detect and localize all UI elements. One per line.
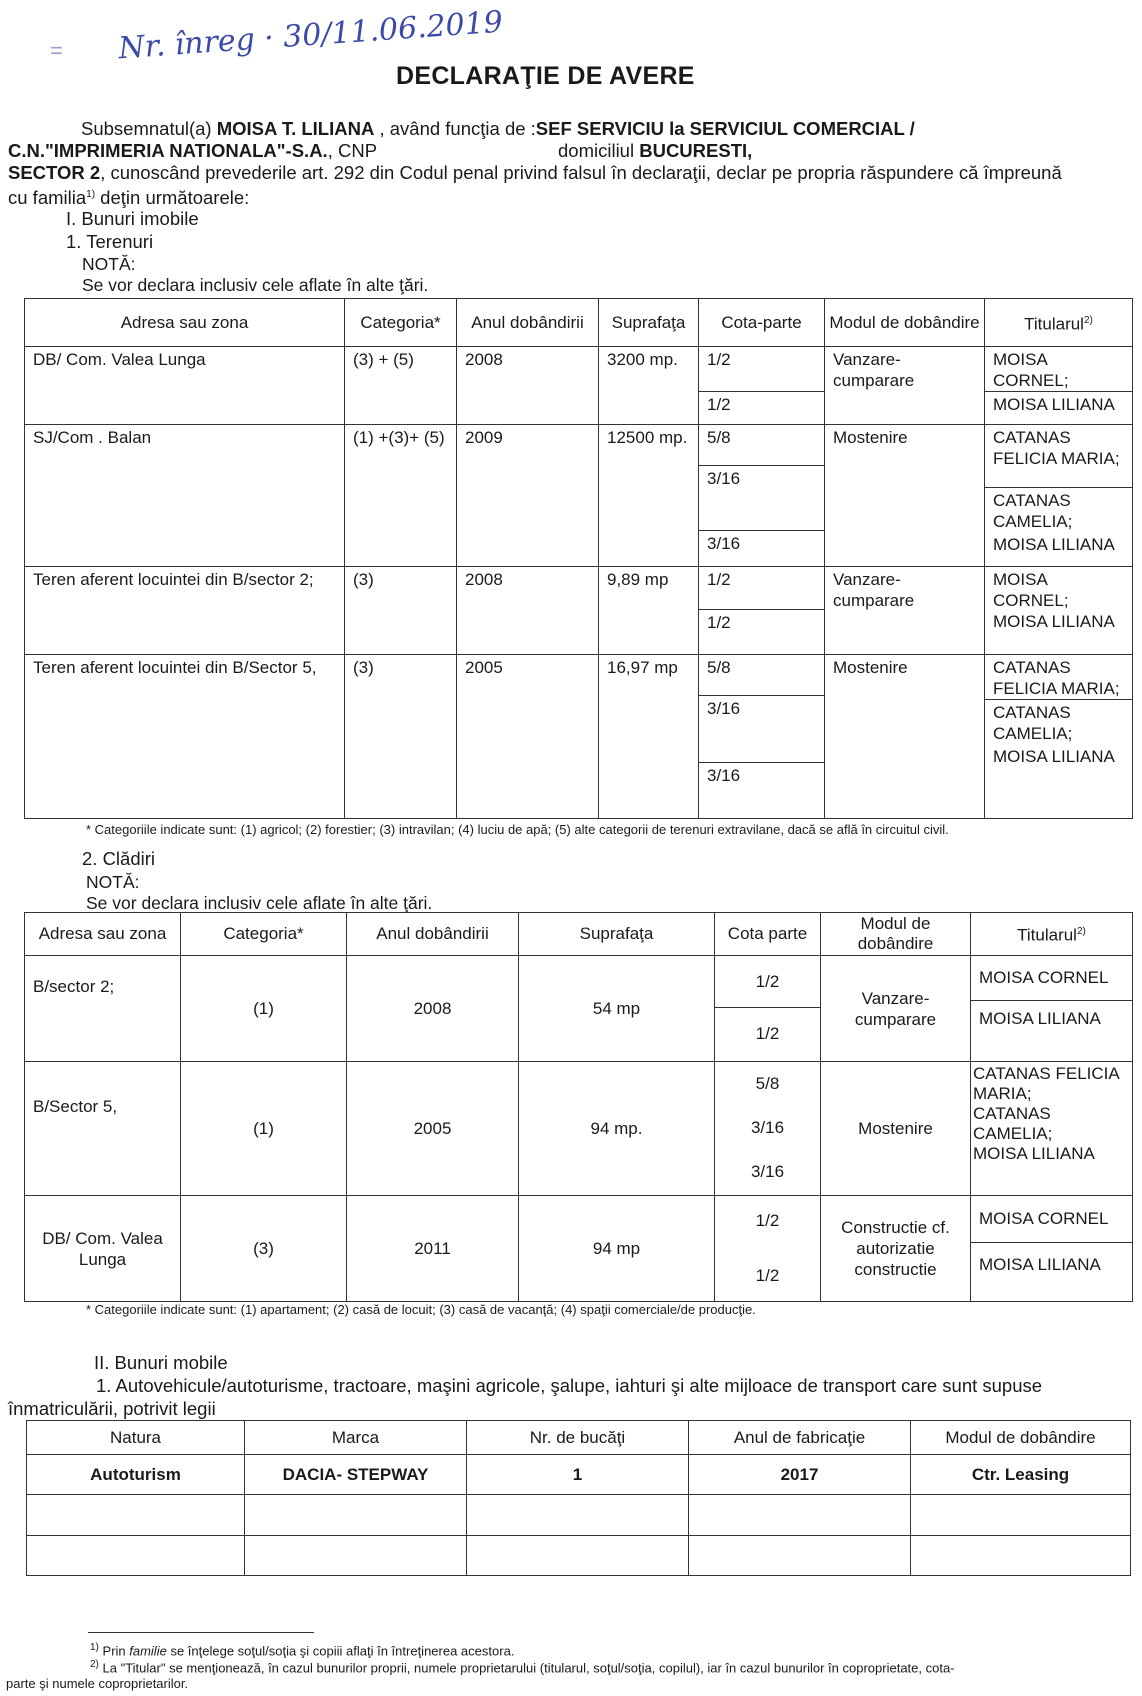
- col-header-type: Natura: [27, 1421, 245, 1455]
- cell-mode: Ctr. Leasing: [911, 1455, 1131, 1495]
- cell-mode: Constructie cf. autorizatie constructie: [821, 1196, 971, 1302]
- cell-mode: Mostenire: [821, 1062, 971, 1196]
- cell-year: 2008: [347, 956, 519, 1062]
- cell-share: [699, 347, 825, 425]
- col-header-mode: Modul de dobândire: [821, 913, 971, 956]
- cell-holder: [971, 1062, 1133, 1196]
- table-row: [25, 956, 1133, 1062]
- holder-value: MOISA LILIANA: [993, 612, 1115, 631]
- holder-value: MOISA CORNEL: [979, 1209, 1109, 1228]
- footnote-marker: 2): [90, 1659, 99, 1670]
- domicile-sector: SECTOR 2: [8, 162, 101, 183]
- footnote-2-cont: parte şi numele coproprietarilor.: [6, 1676, 189, 1691]
- cell-area: 94 mp: [519, 1196, 715, 1302]
- declarant-function: SEF SERVICIU la SERVICIUL COMERCIAL /: [535, 118, 915, 139]
- cell-category: (1): [181, 1062, 347, 1196]
- cell-mode: Mostenire: [825, 425, 985, 567]
- holder-value: MOISA LILIANA: [993, 747, 1115, 766]
- share-value: 5/8: [707, 428, 731, 447]
- holder-value: CATANAS FELICIA MARIA;: [973, 1064, 1119, 1103]
- domicile-line: [558, 140, 752, 162]
- empty-cell: [689, 1495, 911, 1535]
- cell-year: 2008: [457, 567, 599, 655]
- cell-type: Autoturism: [27, 1455, 245, 1495]
- footnote-1: [90, 1642, 514, 1658]
- holder-value: CATANAS FELICIA MARIA;: [993, 658, 1120, 698]
- col-header-holder: [971, 913, 1133, 956]
- share-value: 3/16: [699, 465, 824, 530]
- col-header-address: Adresa sau zona: [25, 299, 345, 347]
- buildings-table: [24, 912, 1133, 1302]
- col-header-area: Suprafaţa: [599, 299, 699, 347]
- table-row: [25, 347, 1133, 425]
- empty-cell: [27, 1495, 245, 1535]
- subsection-heading: 1. Terenuri: [66, 231, 154, 252]
- col-header-year: Anul dobândirii: [457, 299, 599, 347]
- cell-category: (3): [345, 655, 457, 819]
- cell-share: [699, 567, 825, 655]
- share-value: 3/16: [750, 1162, 785, 1181]
- subsection-heading: 2. Clădiri: [82, 848, 155, 869]
- intro-text: , cunoscând prevederile art. 292 din Codul penal privind falsul în declaraţii, declar pe propria răspundere că împreună: [100, 162, 1062, 183]
- cell-address: DB/ Com. Valea Lunga: [25, 1196, 181, 1302]
- vehicles-table: [26, 1420, 1131, 1576]
- table-header-row: [25, 299, 1133, 347]
- cell-holder: [971, 956, 1133, 1062]
- cell-holder: [985, 347, 1133, 425]
- empty-cell: [467, 1535, 689, 1575]
- cell-address: B/sector 2;: [25, 956, 181, 1062]
- domicile-label: domiciliul: [558, 140, 640, 161]
- table-row: [27, 1455, 1131, 1495]
- share-value: 1/2: [707, 350, 731, 369]
- note-label: NOTĂ:: [86, 872, 140, 892]
- share-value: 1/2: [755, 972, 780, 991]
- cell-area: 3200 mp.: [599, 347, 699, 425]
- col-header-mode: Modul de dobândire: [911, 1421, 1131, 1455]
- holder-value: MOISA LILIANA: [971, 1000, 1132, 1047]
- share-value: 1/2: [707, 570, 731, 589]
- intro-text: cu familia: [8, 187, 87, 209]
- col-header-category: Categoria*: [181, 913, 347, 956]
- empty-cell: [911, 1535, 1131, 1575]
- vehicles-subsection-heading-cont: înmatriculării, potrivit legii: [8, 1398, 216, 1419]
- registration-handwritten-note: Nr. înreg · 30/11.06.2019: [117, 4, 505, 67]
- empty-cell: [27, 1535, 245, 1575]
- section-heading: II. Bunuri mobile: [94, 1352, 228, 1373]
- share-value: 1/2: [715, 1007, 820, 1060]
- cell-category: (3): [345, 567, 457, 655]
- col-header-year: Anul de fabricaţie: [689, 1421, 911, 1455]
- cell-brand: DACIA- STEPWAY: [245, 1455, 467, 1495]
- vehicles-subsection-heading: 1. Autovehicule/autoturisme, tractoare, maşini agricole, şalupe, iahturi şi alte mijloace de transport care sunt supuse: [96, 1375, 1043, 1396]
- footnote-separator: [88, 1632, 314, 1633]
- cell-share: [715, 1196, 821, 1302]
- table-row-empty: [27, 1535, 1131, 1575]
- cnp-label: , CNP: [327, 140, 378, 161]
- cell-address: Teren aferent locuintei din B/Sector 5,: [25, 655, 345, 819]
- holder-value: MOISA LILIANA: [993, 535, 1115, 554]
- holder-value: MOISA LILIANA: [971, 1242, 1132, 1299]
- cell-address: SJ/Com . Balan: [25, 425, 345, 567]
- cell-year: 2005: [347, 1062, 519, 1196]
- intro-line-3: [8, 162, 1062, 184]
- cell-area: 12500 mp.: [599, 425, 699, 567]
- cell-year: 2011: [347, 1196, 519, 1302]
- footnote-2: [90, 1659, 955, 1675]
- holder-value: MOISA CORNEL: [979, 968, 1109, 987]
- footnote-text: se înţelege soţul/soţia şi copiii aflaţi în întreţinerea acestora.: [166, 1643, 515, 1659]
- col-header-brand: Marca: [245, 1421, 467, 1455]
- cell-address: DB/ Com. Valea Lunga: [25, 347, 345, 425]
- domicile-city: BUCURESTI,: [639, 140, 753, 161]
- col-header-category: Categoria*: [345, 299, 457, 347]
- land-table: [24, 298, 1133, 819]
- table-header-row: [25, 913, 1133, 956]
- cell-area: 9,89 mp: [599, 567, 699, 655]
- cell-share: [699, 655, 825, 819]
- cell-share: [715, 1062, 821, 1196]
- cell-holder: [985, 425, 1133, 567]
- cell-area: 16,97 mp: [599, 655, 699, 819]
- footnote-text: Prin: [98, 1643, 130, 1659]
- table-row: [25, 567, 1133, 655]
- holder-value: CATANAS CAMELIA;: [985, 487, 1132, 534]
- share-value: 1/2: [755, 1266, 780, 1285]
- col-header-share: Cota-parte: [699, 299, 825, 347]
- footnote-ref: 2): [1083, 314, 1093, 326]
- col-header-share: Cota parte: [715, 913, 821, 956]
- share-value: 1/2: [699, 609, 824, 635]
- building-category-footnote: * Categoriile indicate sunt: (1) apartament; (2) casă de locuit; (3) casă de vacanţă; (4) spaţii comerciale/de producţie.: [86, 1302, 756, 1317]
- intro-text: Subsemnatul(a): [81, 118, 217, 139]
- empty-cell: [911, 1495, 1131, 1535]
- cell-address: Teren aferent locuintei din B/sector 2;: [25, 567, 345, 655]
- cell-mode: Vanzare-cumparare: [825, 567, 985, 655]
- table-row: [25, 1062, 1133, 1196]
- empty-cell: [245, 1495, 467, 1535]
- col-header-count: Nr. de bucăţi: [467, 1421, 689, 1455]
- section-heading: I. Bunuri imobile: [66, 208, 199, 229]
- cell-address: B/Sector 5,: [25, 1062, 181, 1196]
- intro-text: , având funcţia de :: [374, 118, 536, 139]
- handwritten-dash: =: [50, 38, 63, 63]
- cell-year: 2009: [457, 425, 599, 567]
- holder-value: MOISA LILIANA: [973, 1144, 1095, 1163]
- cell-share: [699, 425, 825, 567]
- holder-value: MOISA CORNEL;: [993, 350, 1069, 390]
- holder-value: CATANAS FELICIA MARIA;: [993, 428, 1120, 468]
- cell-category: (3): [181, 1196, 347, 1302]
- cell-mode: Vanzare-cumparare: [825, 347, 985, 425]
- share-value: 3/16: [699, 695, 824, 762]
- intro-line-4: [8, 184, 249, 209]
- footnote-emphasis: familie: [129, 1643, 167, 1659]
- holder-label: Titularul: [1024, 314, 1084, 334]
- table-row-empty: [27, 1495, 1131, 1535]
- col-header-holder: [985, 299, 1133, 347]
- holder-value: CATANAS CAMELIA;: [973, 1104, 1053, 1143]
- cell-category: (1): [181, 956, 347, 1062]
- empty-cell: [467, 1495, 689, 1535]
- note-text: Se vor declara inclusiv cele aflate în alte ţări.: [82, 275, 429, 295]
- table-header-row: [27, 1421, 1131, 1455]
- table-row: [25, 655, 1133, 819]
- holder-value: CATANAS CAMELIA;: [985, 699, 1132, 746]
- share-value: 3/16: [699, 530, 824, 556]
- cell-year: 2005: [457, 655, 599, 819]
- cell-year: 2008: [457, 347, 599, 425]
- footnote-ref: 1): [86, 189, 96, 200]
- col-header-address: Adresa sau zona: [25, 913, 181, 956]
- intro-text: deţin următoarele:: [95, 187, 250, 209]
- intro-line-2: [8, 140, 377, 162]
- col-header-mode: Modul de dobândire: [825, 299, 985, 347]
- land-category-footnote: * Categoriile indicate sunt: (1) agricol; (2) forestier; (3) intravilan; (4) luciu de apă; (5) alte categorii de terenuri extravilane, dacă se află în circuitul civil.: [86, 822, 949, 837]
- table-row: [25, 425, 1133, 567]
- empty-cell: [245, 1535, 467, 1575]
- cell-holder: [985, 567, 1133, 655]
- cell-mode: Mostenire: [825, 655, 985, 819]
- table-row: [25, 1196, 1133, 1302]
- share-value: 1/2: [755, 1211, 780, 1230]
- cell-share: [715, 956, 821, 1062]
- holder-label: Titularul: [1017, 925, 1077, 945]
- cell-year: 2017: [689, 1455, 911, 1495]
- share-value: 3/16: [699, 762, 824, 788]
- share-value: 5/8: [755, 1074, 780, 1093]
- empty-cell: [689, 1535, 911, 1575]
- note-label: NOTĂ:: [82, 254, 136, 274]
- cell-count: 1: [467, 1455, 689, 1495]
- footnote-text: La "Titular" se menţionează, în cazul bunurilor proprii, numele proprietarului (titularul, soţul/soţia, copilul), iar în cazul bunurilor în coproprietate, cota-: [98, 1660, 955, 1676]
- note-text: Se vor declara inclusiv cele aflate în alte ţări.: [86, 893, 433, 913]
- share-value: 3/16: [750, 1118, 785, 1137]
- cell-category: (3) + (5): [345, 347, 457, 425]
- footnote-marker: 1): [90, 1642, 99, 1653]
- share-value: 1/2: [699, 391, 824, 417]
- institution-name: C.N."IMPRIMERIA NATIONALA"-S.A.: [8, 140, 328, 161]
- cell-holder: [985, 655, 1133, 819]
- share-value: 5/8: [707, 658, 731, 677]
- cell-area: 94 mp.: [519, 1062, 715, 1196]
- cell-mode: Vanzare-cumparare: [821, 956, 971, 1062]
- col-header-area: Suprafaţa: [519, 913, 715, 956]
- cell-area: 54 mp: [519, 956, 715, 1062]
- holder-value: MOISA CORNEL;: [993, 570, 1069, 610]
- holder-value: MOISA LILIANA: [985, 391, 1132, 417]
- document-title: DECLARAŢIE DE AVERE: [396, 62, 695, 90]
- footnote-ref: 2): [1076, 926, 1086, 938]
- cell-category: (1) +(3)+ (5): [345, 425, 457, 567]
- col-header-year: Anul dobândirii: [347, 913, 519, 956]
- cell-holder: [971, 1196, 1133, 1302]
- intro-line-1: [81, 118, 915, 140]
- declarant-name: MOISA T. LILIANA: [216, 118, 375, 139]
